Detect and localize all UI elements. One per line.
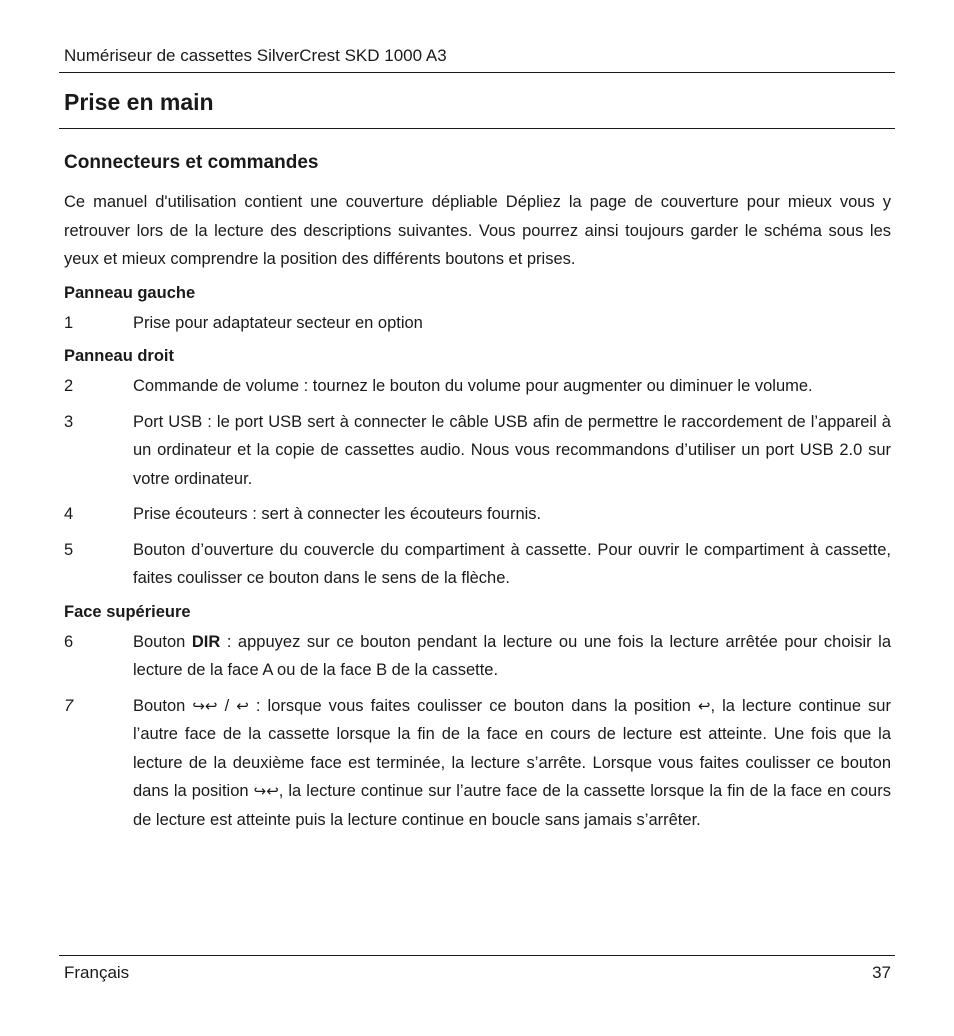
- list-item: [64, 408, 891, 494]
- item-text: [133, 692, 891, 835]
- item-number: 6: [64, 632, 74, 651]
- item-text: Bouton d’ouverture du couvercle du compartiment à cassette. Pour ouvrir le compartiment à cassette, faites coulisser ce bouton dans le sens de la flèche.: [133, 540, 891, 587]
- single-return-icon: ↩: [236, 696, 249, 715]
- loop-mode-icon: ↪↩: [192, 696, 218, 715]
- single-return-icon: ↩: [697, 696, 711, 715]
- item-number: 4: [64, 505, 74, 523]
- section-title: Prise en main: [64, 89, 214, 115]
- list-item: [64, 628, 891, 685]
- footer-language: Français: [64, 963, 130, 982]
- footer-rule: [59, 955, 895, 956]
- list-item: [64, 309, 891, 338]
- item-body: : appuyez sur ce bouton pendant la lecture ou une fois la lecture arrêtée pour choisir la lecture de la face A ou de la face B de la cassette.: [133, 632, 891, 679]
- item-number: 1: [64, 313, 74, 332]
- group-title-right-panel: Panneau droit: [64, 347, 175, 365]
- item-number: 2: [64, 377, 74, 395]
- page-body: [64, 150, 891, 841]
- dir-keyword: DIR: [191, 632, 221, 651]
- page-number: 37: [872, 963, 891, 982]
- item-prefix: Bouton: [133, 632, 186, 651]
- item-prefix: Bouton: [133, 696, 186, 715]
- item-body-2: , la lecture continue sur l’autre face de la cassette lorsque la fin de la face en cours de lecture est atteinte. Une fois que la lecture de la deuxième face est terminée, la lecture s’arrête. Lorsque vous faites coulisser ce bouton dans la position: [133, 696, 891, 800]
- intro-paragraph: Ce manuel d'utilisation contient une couverture dépliable Dépliez la page de couverture pour mieux vous y retrouver lors de la lecture des descriptions suivantes. Vous pourrez ainsi toujours garder le schéma sous les yeux et mieux comprendre la position des différents boutons et prises.: [64, 193, 891, 268]
- item-text: Prise pour adaptateur secteur en option: [133, 313, 423, 332]
- item-body-1: : lorsque vous faites coulisser ce bouton dans la position: [255, 696, 691, 715]
- item-number: 5: [64, 540, 74, 559]
- header-rule: [59, 72, 895, 73]
- list-item: [64, 500, 891, 529]
- list-item: [64, 692, 891, 835]
- list-item: [64, 372, 891, 401]
- separator: /: [224, 696, 230, 715]
- item-number: 7: [64, 696, 74, 715]
- item-text: Port USB : le port USB sert à connecter le câble USB afin de permettre le raccordement de l’appareil à un ordinateur et la copie de cassettes audio. Nous vous recommandons d’utiliser un port USB 2.0 sur votre ordinateur.: [133, 412, 891, 488]
- section-rule: [59, 128, 895, 129]
- item-body-3: , la lecture continue sur l’autre face de la cassette lorsque la fin de la face en cours de lecture est atteinte puis la lecture continue en boucle sans jamais s’arrêter.: [133, 782, 891, 829]
- loop-mode-icon: ↪↩: [253, 782, 279, 800]
- item-number: 3: [64, 412, 74, 431]
- list-item: [64, 536, 891, 593]
- group-title-top-face: Face supérieure: [64, 602, 191, 621]
- group-title-left-panel: Panneau gauche: [64, 283, 196, 302]
- subsection-title: Connecteurs et commandes: [64, 152, 319, 173]
- item-text: [133, 628, 891, 685]
- item-text: Prise écouteurs : sert à connecter les écouteurs fournis.: [133, 505, 542, 523]
- item-text: Commande de volume : tournez le bouton du volume pour augmenter ou diminuer le volume.: [133, 377, 813, 395]
- running-header: Numériseur de cassettes SilverCrest SKD 1000 A3: [64, 46, 447, 65]
